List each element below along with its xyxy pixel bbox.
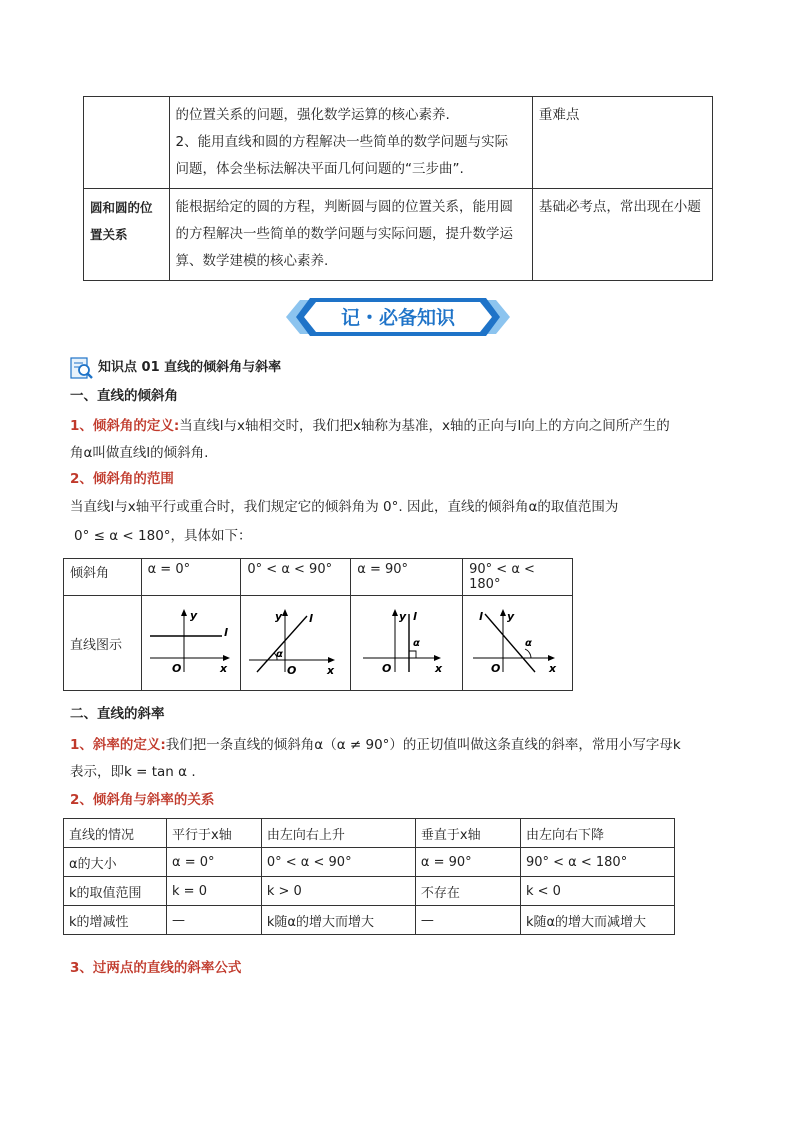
- table-cell: 直线的情况: [64, 819, 167, 848]
- table-row: [64, 596, 573, 691]
- axis-label: x: [549, 662, 557, 675]
- graph-vertical-line: [353, 606, 449, 676]
- table-cell: 倾斜角: [64, 559, 142, 596]
- table-row: [64, 559, 573, 596]
- table-cell: 由左向右下降: [520, 819, 674, 848]
- cell-text: 算、数学建模的核心素养.: [175, 253, 329, 269]
- range-label: 2、倾斜角的范围: [70, 471, 174, 487]
- axis-label: y: [189, 609, 197, 622]
- definition-line: [70, 416, 670, 436]
- definition-text-cont: 角α叫做直线l的倾斜角.: [70, 445, 209, 461]
- cell-text: 圆和圆的位: [90, 200, 153, 215]
- formula-label: 3、过两点的直线的斜率公式: [70, 960, 242, 976]
- table-cell: 由左向右上升: [261, 819, 415, 848]
- table-cell: 不存在: [415, 877, 520, 906]
- table-cell: 0° < α < 90°: [261, 848, 415, 877]
- banner-title: 记・必备知识: [340, 307, 456, 329]
- table-cell: k随α的增大而减增大: [520, 906, 674, 935]
- inclination-table: [63, 558, 573, 691]
- table-cell: α = 90°: [351, 559, 463, 596]
- origin-label: O: [171, 662, 181, 675]
- table-cell: —: [415, 906, 520, 935]
- axis-label: y: [399, 610, 407, 623]
- origin-label: O: [382, 662, 392, 675]
- table-row: [84, 189, 713, 281]
- table-row: [64, 848, 675, 877]
- axis-label: x: [327, 664, 335, 676]
- axis-label: y: [507, 610, 515, 623]
- table-cell: [84, 97, 170, 189]
- cell-text: 问题，体会坐标法解决平面几何问题的“三步曲”.: [175, 161, 464, 177]
- table-cell: α = 0°: [167, 848, 262, 877]
- axis-label: y: [275, 610, 283, 623]
- range-text: 当直线l与x轴平行或重合时，我们规定它的倾斜角为 0°. 因此，直线的倾斜角α的取值范围为: [70, 499, 619, 515]
- relation-table: [63, 818, 675, 935]
- slope-definition-cont: 表示，即k = tan α .: [70, 764, 196, 780]
- cell-text: 的位置关系的问题，强化数学运算的核心素养.: [175, 107, 450, 123]
- line-label: l: [479, 610, 483, 623]
- graph-falling-line: [465, 606, 561, 676]
- axis-label: x: [435, 662, 443, 675]
- line-label: l: [309, 612, 314, 625]
- definition-label: 1、斜率的定义:: [70, 737, 166, 753]
- axis-label: x: [219, 662, 227, 675]
- table-cell: k随α的增大而增大: [261, 906, 415, 935]
- table-cell: 90° < α < 180°: [520, 848, 674, 877]
- table-cell: k < 0: [520, 877, 674, 906]
- table-cell: 直线图示: [64, 596, 142, 691]
- table-cell: 垂直于x轴: [415, 819, 520, 848]
- graph-horizontal-line: [144, 606, 234, 676]
- table-cell: 0° < α < 90°: [241, 559, 351, 596]
- table-cell: α的大小: [64, 848, 167, 877]
- definition-label: 1、倾斜角的定义:: [70, 418, 180, 434]
- angle-label: α: [413, 638, 421, 649]
- graph-rising-line: [243, 606, 339, 676]
- range-text-cont: 0° ≤ α < 180°，具体如下：: [74, 528, 252, 544]
- section-heading: 一、直线的倾斜角: [70, 388, 178, 404]
- table-cell: k > 0: [261, 877, 415, 906]
- magnifier-icon: [70, 356, 94, 380]
- table-row: [64, 906, 675, 935]
- table-cell: k = 0: [167, 877, 262, 906]
- section-banner: [286, 296, 510, 338]
- relation-label: 2、倾斜角与斜率的关系: [70, 792, 215, 808]
- table-cell: α = 0°: [141, 559, 241, 596]
- table-cell: 90° < α < 180°: [463, 559, 573, 596]
- table-cell: 平行于x轴: [167, 819, 262, 848]
- table-cell: k的取值范围: [64, 877, 167, 906]
- line-label: l: [413, 610, 418, 623]
- table-cell: [141, 596, 241, 691]
- origin-label: O: [287, 664, 297, 676]
- table-cell: 基础必考点，常出现在小题: [532, 189, 712, 281]
- table-cell: [169, 97, 532, 189]
- slope-definition-line: [70, 735, 681, 755]
- table-row: [84, 97, 713, 189]
- cell-text: 2、能用直线和圆的方程解决一些简单的数学问题与实际: [175, 134, 509, 150]
- definition-text: 当直线l与x轴相交时，我们把x轴称为基准，x轴的正向与l向上的方向之间所产生的: [179, 418, 670, 434]
- table-cell: k的增减性: [64, 906, 167, 935]
- angle-label: α: [525, 638, 532, 649]
- table-cell: [169, 189, 532, 281]
- cell-text: 置关系: [90, 227, 128, 242]
- line-label: l: [223, 626, 228, 639]
- cell-text: 能根据给定的圆的方程，判断圆与圆的位置关系，能用圆: [175, 199, 514, 215]
- origin-label: O: [491, 662, 501, 675]
- cell-text: 的方程解决一些简单的数学问题与实际问题，提升数学运: [175, 226, 514, 242]
- knowledge-point-title: 知识点 01 直线的倾斜角与斜率: [98, 360, 282, 375]
- angle-label: α: [276, 649, 284, 660]
- table-cell: [351, 596, 463, 691]
- table-row: [64, 877, 675, 906]
- table-cell: —: [167, 906, 262, 935]
- objectives-table: [83, 96, 713, 281]
- table-cell: [241, 596, 351, 691]
- table-row: [64, 819, 675, 848]
- table-cell: α = 90°: [415, 848, 520, 877]
- table-cell: 重难点: [532, 97, 712, 189]
- table-cell: [84, 189, 170, 281]
- section-heading: 二、直线的斜率: [70, 706, 165, 722]
- definition-text: 我们把一条直线的倾斜角α（α ≠ 90°）的正切值叫做这条直线的斜率，常用小写字母k: [165, 737, 681, 753]
- table-cell: [463, 596, 573, 691]
